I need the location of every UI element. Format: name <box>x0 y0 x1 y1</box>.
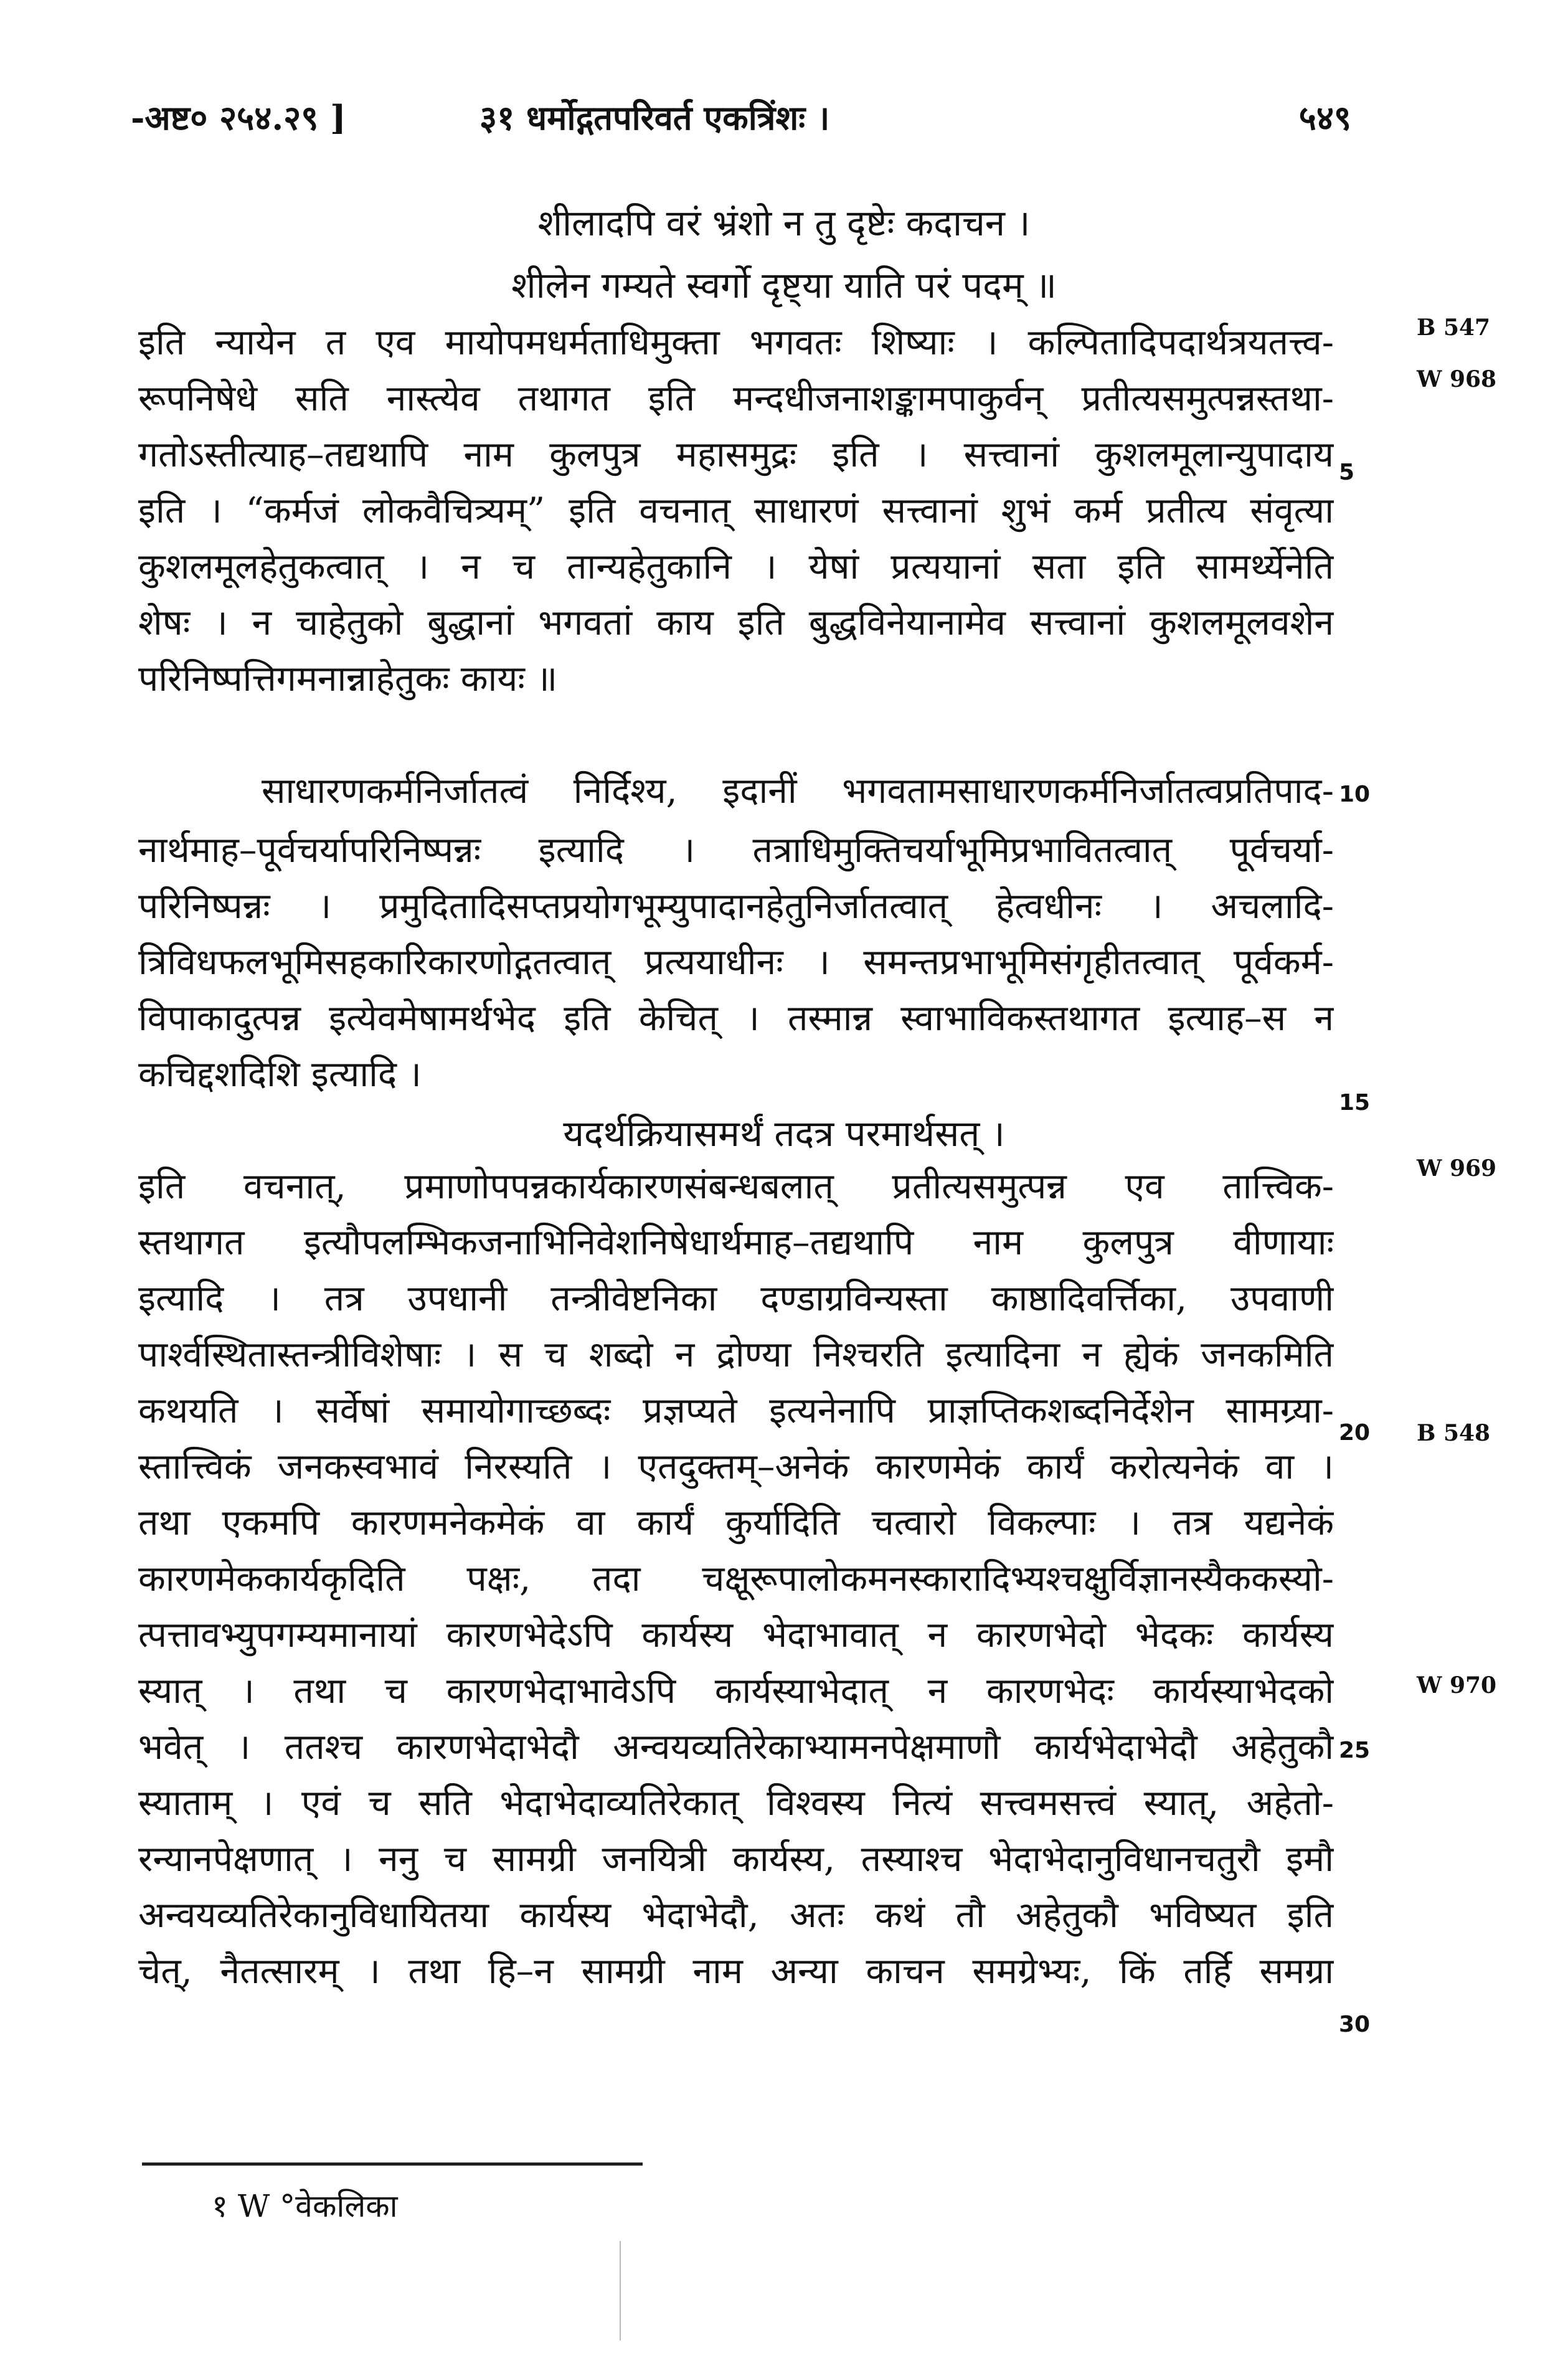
text-line: शेषः । न चाहेतुको बुद्धानां भगवतां काय इति बुद्धविनेयानामेव सत्त्वानां कुशलमूलवशेन <box>138 602 1334 643</box>
edition-ref: W 968 <box>1417 366 1497 392</box>
text-line: इत्यादि । तत्र उपधानी तन्त्रीवेष्टनिका दण्डाग्रविन्यस्ता काष्ठादिवर्त्तिका, उपवाणी <box>138 1278 1334 1319</box>
text-line: परिनिष्पन्नः । प्रमुदितादिसप्तप्रयोगभूम्युपादानहेतुनिर्जातत्वात् हेत्वधीनः । अचलादि- <box>138 886 1334 927</box>
text-line: कथयति । सर्वेषां समायोगाच्छब्दः प्रज्ञप्यते इत्यनेनापि प्राज्ञप्तिकशब्दनिर्देशेन सामग्र्या- <box>138 1390 1334 1431</box>
line-number: 30 <box>1339 2012 1371 2037</box>
text-line: भवेत् । ततश्च कारणभेदाभेदौ अन्वयव्यतिरेकाभ्यामनपेक्षमाणौ कार्यभेदाभेदौ अहेतुकौ <box>138 1726 1334 1768</box>
line-number: 20 <box>1339 1420 1371 1446</box>
header-section-ref: -अष्ट० २५४.२९ ] <box>131 98 346 138</box>
edition-ref: B 548 <box>1417 1420 1491 1446</box>
text-line: कुशलमूलहेतुकत्वात् । न च तान्यहेतुकानि । येषां प्रत्ययानां सता इति सामर्थ्येनेति <box>138 546 1334 587</box>
text-line: साधारणकर्मनिर्जातत्वं निर्दिश्य, इदानीं भगवतामसाधारणकर्मनिर्जातत्वप्रतिपाद- <box>262 770 1334 812</box>
verse-line: शीलादपि वरं भ्रंशो न तु दृष्टेः कदाचन । <box>537 202 1031 244</box>
text-line: चेत्, नैतत्सारम् । तथा हि–न सामग्री नाम अन्या काचन समग्रेभ्यः, किं तर्हि समग्रा <box>138 1951 1334 1992</box>
header-chapter-title: ३१ धर्मोद्गतपरिवर्त एकत्रिंशः । <box>479 98 830 138</box>
text-line: कारणमेककार्यकृदिति पक्षः, तदा चक्षूरूपालोकमनस्कारादिभ्यश्चक्षुर्विज्ञानस्यैककस्यो- <box>138 1558 1334 1599</box>
text-line: रन्यानपेक्षणात् । ननु च सामग्री जनयित्री कार्यस्य, तस्याश्च भेदाभेदानुविधानचतुरौ इमौ <box>138 1839 1334 1880</box>
edition-ref: W 969 <box>1417 1155 1497 1182</box>
text-line: त्रिविधफलभूमिसहकारिकारणोद्गतत्वात् प्रत्ययाधीनः । समन्तप्रभाभूमिसंगृहीतत्वात् पूर्वकर्म- <box>138 942 1334 983</box>
text-line: रूपनिषेधे सति नास्त्येव तथागत इति मन्दधीजनाशङ्कामपाकुर्वन् प्रतीत्यसमुत्पन्नस्तथा- <box>138 378 1334 419</box>
text-line: स्याताम् । एवं च सति भेदाभेदाव्यतिरेकात् विश्वस्य नित्यं सत्त्वमसत्त्वं स्यात्, अहेतो- <box>138 1783 1334 1824</box>
footnote: १ W °वेकलिका <box>212 2188 398 2224</box>
text-line: तथा एकमपि कारणमनेकमेकं वा कार्यं कुर्यादिति चत्वारो विकल्पाः । तत्र यद्यनेकं <box>138 1502 1334 1543</box>
text-line: स्यात् । तथा च कारणभेदाभावेऽपि कार्यस्याभेदात् न कारणभेदः कार्यस्याभेदको <box>138 1670 1334 1712</box>
scan-artifact <box>620 2241 621 2341</box>
edition-ref: W 970 <box>1417 1672 1497 1698</box>
line-number: 25 <box>1339 1738 1371 1763</box>
verse-line: यदर्थक्रियासमर्थं तदत्र परमार्थसत् । <box>563 1112 1005 1155</box>
text-line: गतोऽस्तीत्याह–तद्यथापि नाम कुलपुत्र महासमुद्रः इति । सत्त्वानां कुशलमूलान्युपादाय <box>138 434 1334 475</box>
text-line: परिनिष्पत्तिगमनान्नाहेतुकः कायः ॥ <box>138 658 558 699</box>
text-line: इति वचनात्, प्रमाणोपपन्नकार्यकारणसंबन्धबलात् प्रतीत्यसमुत्पन्न एव तात्त्विक- <box>138 1166 1334 1207</box>
text-line: स्तात्त्विकं जनकस्वभावं निरस्यति । एतदुक्तम्–अनेकं कारणमेकं कार्यं करोत्यनेकं वा । <box>138 1446 1334 1487</box>
text-line: अन्वयव्यतिरेकानुविधायितया कार्यस्य भेदाभेदौ, अतः कथं तौ अहेतुकौ भविष्यत इति <box>138 1895 1334 1936</box>
header-page-number: ५४९ <box>1298 98 1351 138</box>
text-line: पार्श्वस्थितास्तन्त्रीविशेषाः । स च शब्दो न द्रोण्या निश्चरति इत्यादिना न ह्येकं जनकमिति <box>138 1334 1334 1375</box>
text-line: नार्थमाह–पूर्वचर्यापरिनिष्पन्नः इत्यादि । तत्राधिमुक्तिचर्याभूमिप्रभावितत्वात् पूर्वचर्या- <box>138 830 1334 871</box>
text-line: कचिद्दशदिशि इत्यादि । <box>138 1054 422 1095</box>
text-line: त्पत्तावभ्युपगम्यमानायां कारणभेदेऽपि कार्यस्य भेदाभावात् न कारणभेदो भेदकः कार्यस्य <box>138 1614 1334 1655</box>
line-number: 10 <box>1339 782 1371 807</box>
running-header <box>131 75 1351 149</box>
text-line: विपाकादुत्पन्न इत्येवमेषामर्थभेद इति केचित् । तस्मान्न स्वाभाविकस्तथागत इत्याह–स न <box>138 998 1334 1039</box>
line-number: 5 <box>1339 460 1355 485</box>
line-number: 15 <box>1339 1090 1371 1115</box>
edition-ref: B 547 <box>1417 315 1491 341</box>
footnote-rule <box>142 2162 643 2166</box>
verse-line: शीलेन गम्यते स्वर्गो दृष्ट्या याति परं पदम् ॥ <box>511 264 1057 306</box>
text-line: इति न्यायेन त एव मायोपमधर्मताधिमुक्ता भगवतः शिष्याः । कल्पितादिपदार्थत्रयतत्त्व- <box>138 322 1334 363</box>
text-line: स्तथागत इत्यौपलम्भिकजनाभिनिवेशनिषेधार्थमाह–तद्यथापि नाम कुलपुत्र वीणायाः <box>138 1222 1334 1263</box>
text-line: इति । “कर्मजं लोकवैचित्र्यम्” इति वचनात् साधारणं सत्त्वानां शुभं कर्म प्रतीत्य संवृत्या <box>138 490 1334 531</box>
